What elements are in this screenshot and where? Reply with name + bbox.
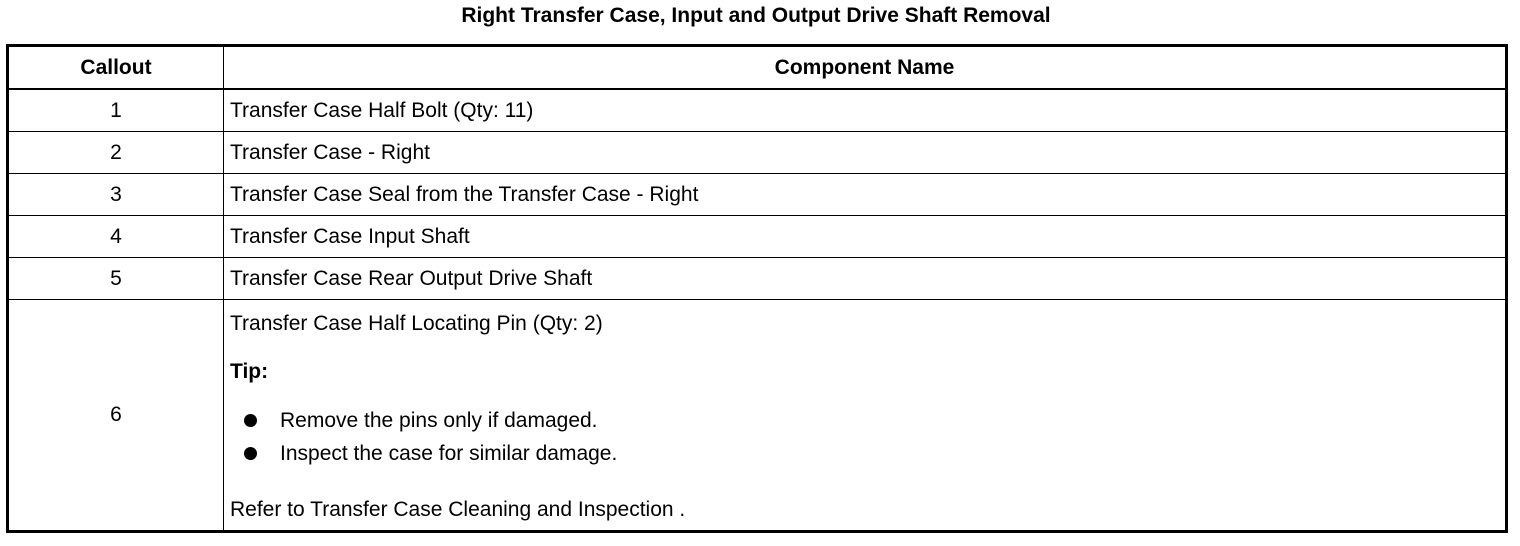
component-name-cell: Transfer Case Half Bolt (Qty: 11) bbox=[224, 89, 1507, 132]
component-name: Transfer Case Half Locating Pin (Qty: 2) bbox=[230, 312, 603, 335]
component-name-cell: Transfer Case Seal from the Transfer Case - Right bbox=[224, 174, 1507, 216]
table-row bbox=[8, 300, 1507, 532]
tip-list bbox=[230, 404, 1499, 470]
component-name-cell: Transfer Case Input Shaft bbox=[224, 216, 1507, 258]
table-row bbox=[8, 132, 1507, 174]
callout-cell: 1 bbox=[8, 89, 224, 132]
bullet-icon bbox=[244, 414, 257, 427]
header-component-name: Component Name bbox=[224, 46, 1507, 90]
table-row bbox=[8, 258, 1507, 300]
callout-cell: 4 bbox=[8, 216, 224, 258]
tip-item bbox=[244, 437, 1499, 470]
component-name-cell: Transfer Case - Right bbox=[224, 132, 1507, 174]
callout-cell: 3 bbox=[8, 174, 224, 216]
table-row bbox=[8, 174, 1507, 216]
header-callout: Callout bbox=[8, 46, 224, 90]
reference-link-text[interactable]: Refer to Transfer Case Cleaning and Inspection . bbox=[230, 498, 686, 521]
component-name-cell bbox=[224, 300, 1507, 532]
tip-text: Inspect the case for similar damage. bbox=[280, 442, 618, 465]
table-row bbox=[8, 216, 1507, 258]
components-table bbox=[6, 44, 1508, 533]
tip-text: Remove the pins only if damaged. bbox=[280, 409, 598, 432]
component-name-cell: Transfer Case Rear Output Drive Shaft bbox=[224, 258, 1507, 300]
table-row bbox=[8, 89, 1507, 132]
callout-cell: 5 bbox=[8, 258, 224, 300]
tip-label: Tip: bbox=[230, 360, 269, 383]
table-header-row bbox=[8, 46, 1507, 90]
bullet-icon bbox=[244, 447, 257, 460]
callout-cell: 2 bbox=[8, 132, 224, 174]
callout-cell: 6 bbox=[8, 300, 224, 532]
tip-item bbox=[244, 404, 1499, 437]
page-title: Right Transfer Case, Input and Output Drive Shaft Removal bbox=[461, 4, 1051, 27]
